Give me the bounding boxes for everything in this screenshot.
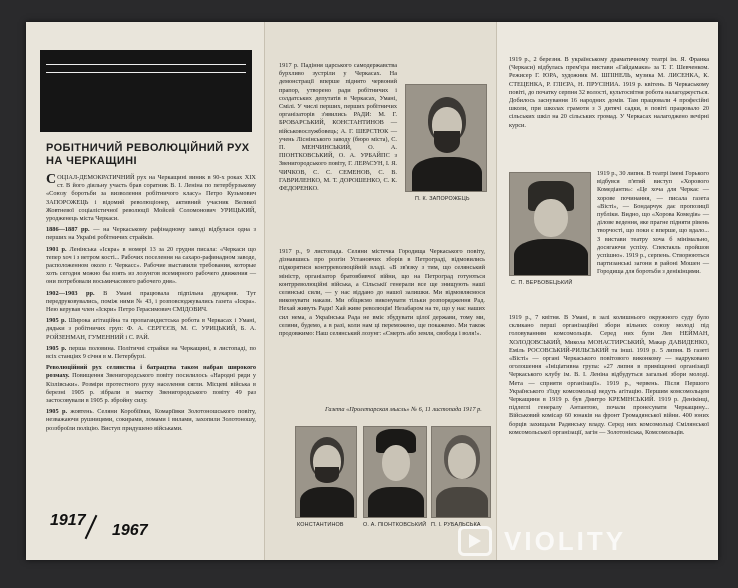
portrait-piontkovsky xyxy=(363,426,427,518)
entry-text: В Умані працювала підпільна друкарня. Тут передруковувались, поміж ними № 43, і розповсюджувались газета «Іскра». Нею керував член «Іскри» Петро Герасимович СМІДОВИЧ. xyxy=(46,289,256,314)
watermark xyxy=(458,520,720,564)
year-start: 1917 xyxy=(50,512,86,529)
panel2-col2: 1917 р., 9 листопада. Селяни містечка Городища Черкаського повіту, дізнавшись про розгін Установчих зборів в Петрограді, відмовились підкорятися контрреволюційній владі. «В зв'язку з тим, що селянський міністр, організатор братовбивчої війни, що на Петроград готуються контрреволюційні війська, а Сільськії генерали все ще знищують наші селянські сили, — у нас віддано до нашої залишки. Ми відмовляємося виконувати накази. Ми обіцяємо виконувати тільки розпорядження Рад. Нехай живуть Ради! Хай живе революція! Незабаром на те, що у нас наших сил нема, а Українська Рада не вміє збудувати цілої держави, тому ми, селяни, будемо, а в разі, коли нам ці переможено, ще покажемо. Ми також продовжимо: Наш селянський лозунг: «Смерть або земля, свобода і воля!». xyxy=(279,248,485,338)
portrait-zaporozhets xyxy=(405,84,487,192)
booklet xyxy=(26,22,718,560)
entry-year: 1901 р. xyxy=(46,245,67,253)
newspaper-source: Газета «Пролетарская мысль» № 6, 11 листопада 1917 р. xyxy=(325,406,482,413)
portrait-konstantinov xyxy=(295,426,357,518)
entry-text: Ленінська «Іскра» в номері 13 за 20 грудня писала: «Черкаси що тепер хоч і з ветром кості... Рабочих поселення на сахаро-рафинадном заводе, расположенном около г. Черкасс». Рабочие выставили требования, которые хоть сегодня можно бы взять из лозунгов всемирного рабочего движения — они потребовали восьмичасового рабочего дня». xyxy=(46,245,257,286)
entry-year: 1905 р. xyxy=(46,317,67,325)
portrait-verbovetsky xyxy=(509,172,591,276)
year-end: 1967 xyxy=(112,522,148,539)
entry-year: 1886—1887 рр. xyxy=(46,226,90,234)
panel3-col-top: 1919 р., 2 березня. В українському драматичному театрі ім. Я. Франка (Черкаси) відбулась прем'єра вистави «Гайдамаки» за Т. Г. Шевченком. Режисер Г. ЮРА, художник М. ШПІНЕЛЬ, музика М. ЛИСЕНКА, К. СТЕЦЕНКА, Р. ГЛІЄРА, Н. ПРУСІНИА. 1919 р. квітень. В Черкаському повіті, до початку серпня 32 волості, культосвітня робота налагоджується. Добилось заснування 16 народних домів. Там працювали 4 професійні школи, при школах грамоти з 3 дитячі садки, в повіті працювало 20 сільських шкіл на 20 сільських громад. У Черкасах налагоджено вечірні курси. xyxy=(509,56,709,129)
entry-text: жовтень. Селяни Коробіївки, Комаріївки Золотоношського повіту, незважаючи рушницями, сокирами, ломами і вилами, захопили Золотоношу, роззброїли поліцію. Виступ придушено військами. xyxy=(46,408,256,432)
panel-middle xyxy=(264,22,496,560)
intro-text: ОЦІАЛ-ДЕМОКРАТИЧНИЙ рух на Черкащині виник в 90-х роках XIX ст. В його діяльну участь брав соратник В. І. Леніна по петербурзькому «Союзу боротьби за визволення робітничого класу» Петро Кузьмович ЗАПОРОЖЕЦЬ і відомий революціонер, активний учасник Великої Жовтневої соціалістичної революції Мойсей Соломонович УРИЦЬКИЙ, уродженець міста Черкаси. xyxy=(46,174,256,223)
panel1-body xyxy=(46,174,256,433)
portrait-caption: С. П. ВЕРБОВЕЦЬКИЙ xyxy=(511,280,573,286)
portrait-caption: П. К. ЗАПОРОЖЕЦЬ xyxy=(415,196,470,202)
panel-left xyxy=(26,22,264,560)
entry-year: Революційний рух селянства і батрацтва таком набрав широкого розмаху. xyxy=(46,364,256,380)
page-title: РОБІТНИЧИЙ РЕВОЛЮЦІЙНИЙ РУХ НА ЧЕРКАЩИНІ xyxy=(46,142,250,167)
entry-year: 1905 р. xyxy=(46,408,68,416)
entry-year: 1902—1903 рр. xyxy=(46,289,95,297)
title-banner xyxy=(40,50,252,132)
play-icon xyxy=(458,526,492,556)
emblem-slash xyxy=(85,515,98,539)
panel2-col1: 1917 р. Падіння царського самодержавства бурхливо зустріли у Черкасах. На демонстрації вперше піднято червоний прапор, утворено ради робітничих і солдатських депутатів в Черкасах, Умані, Смілі. У числі перших, перших робітничих організаторів з'явились РАДИ: М. Г. БРОВАРСЬКИЙ, КОНСТАНТИНОВ — військовослужбовець; А. Г. ШЕРСТЮК — учень Ліснінського заводу (бюро міста), С. П. МЕНЧИНСЬКИЙ, О. А. ПІОНТКОВСЬКИЙ, О. А. УРБАЙПС з Звенигородського повіту, Г. ЛЕРАСУН, І. Я. ЧИЧКОВ, С. С. СЕМЕНОВ, С. В. ГАВРИЛЕНКО, М. Т. ДОРОШЕНКО, С. К. ФЕДОРЕНКО. xyxy=(279,62,397,193)
years-emblem xyxy=(50,512,190,542)
panel-right xyxy=(496,22,718,560)
portrait-caption: П. І. РУБАЛЬСЬКА xyxy=(431,522,481,528)
entry-text: Повищення Звенигородського повіту посилилось «Народні ряди у Кізлівськи». Розміри протестного руху населення сягли. Місцеві війська в березні 1905 р. зібрали в маєтку Звенигородського повіту 49 раз застосовували в 1905 р. збройну силу. xyxy=(46,372,256,405)
portrait-rubalska xyxy=(431,426,491,518)
dropcap: С xyxy=(46,172,57,187)
entry-text: — на Черкаському рафінадному заводі відбулася одна з перших на Україні робітничих страйків. xyxy=(46,226,257,242)
panel3-col-a: 1919 р., 30 липня. В театрі імені Горького відбувся п'ятий виступ «Хорового Комедіанти»: «Це хоча для Черкас — хорове починання, — писала газета «Вісті», — Бондарчук дає пропозиції публіки. Видно, що «Хорова Комедія» — ділове ведення, яке прагне підняти рівень творчості, що поки є вперше, що вдало... З вистави театру хоча б мінімально, досягаючи успіху. Спектакль пройшов успішно». 1919 р., серпень. Створюються партизанські загони в районі Мошен — Городища для боротьби з денікінцями. xyxy=(597,170,709,276)
portrait-caption: О. А. ПІОНТКОВСЬКИЙ xyxy=(363,522,427,528)
entry-year: 1905 р. xyxy=(46,344,67,352)
entry-text: Широка агітаційна та пропагандистська робота в Черкасах і Умані, дядьки з робітничих груп: Ф. А. СЕРГЄЄВ, М. С. УРИЦЬКИЙ, Б. А. РОЙЗЕНМАН, ГУМЕННИЙ і С. РАЙ. xyxy=(46,317,256,341)
portrait-caption: КОНСТАНТИНОВ xyxy=(297,522,344,528)
watermark-text: VIOLITY xyxy=(504,526,627,556)
panel3-col-b: 1919 р., 7 квітня. В Умані, в залі колишнього окружного суду було скликано перші організаційні збори вільних союзу молоді під головуванням комсомольців. Серед них були Лев НЕЙМАН, ХОЛОДОВСЬКИЙ, Микола МОНАСТИРСЬКИЙ, Макар ДАВИДЕНКО, Еміль РОСОВСЬКИЙ-РИЛЬСЬКИЙ та інші. 1919 р. 5 липня. В газеті «Вісті» — органі Черкаського повітового виконкому — надруковано оголошення «Ініціативна група: «27 липня в приміщенні організації Черкаського клубу ім. В. І. Леніна відбудуться загальні збори молоді. Мета — сприяти організації». 1919 р., червень. Після Першого Українського з'їзду комсомольці ведуть агітацію. Першим комсомольцем Черкащини в 1919 р. був Дмитро КРЕМІНСЬКИЙ. 1919 р. Денікінці, підлеглі генералу Антантою, почали пронесувати Черкащину... Військовий комісар 60 юнаків на фронт Громадянської війни. 400 юних борців захищали Радянську владу. Серед них комсомольці Смілянської комсомольської організації, загін — Золотоніська, Комсомольців. xyxy=(509,314,709,436)
entry-text: перша половина. Політичні страйки на Черкащині, в листопаді, по всіх станціях 9 січня в м. Петербурзі. xyxy=(46,344,256,361)
